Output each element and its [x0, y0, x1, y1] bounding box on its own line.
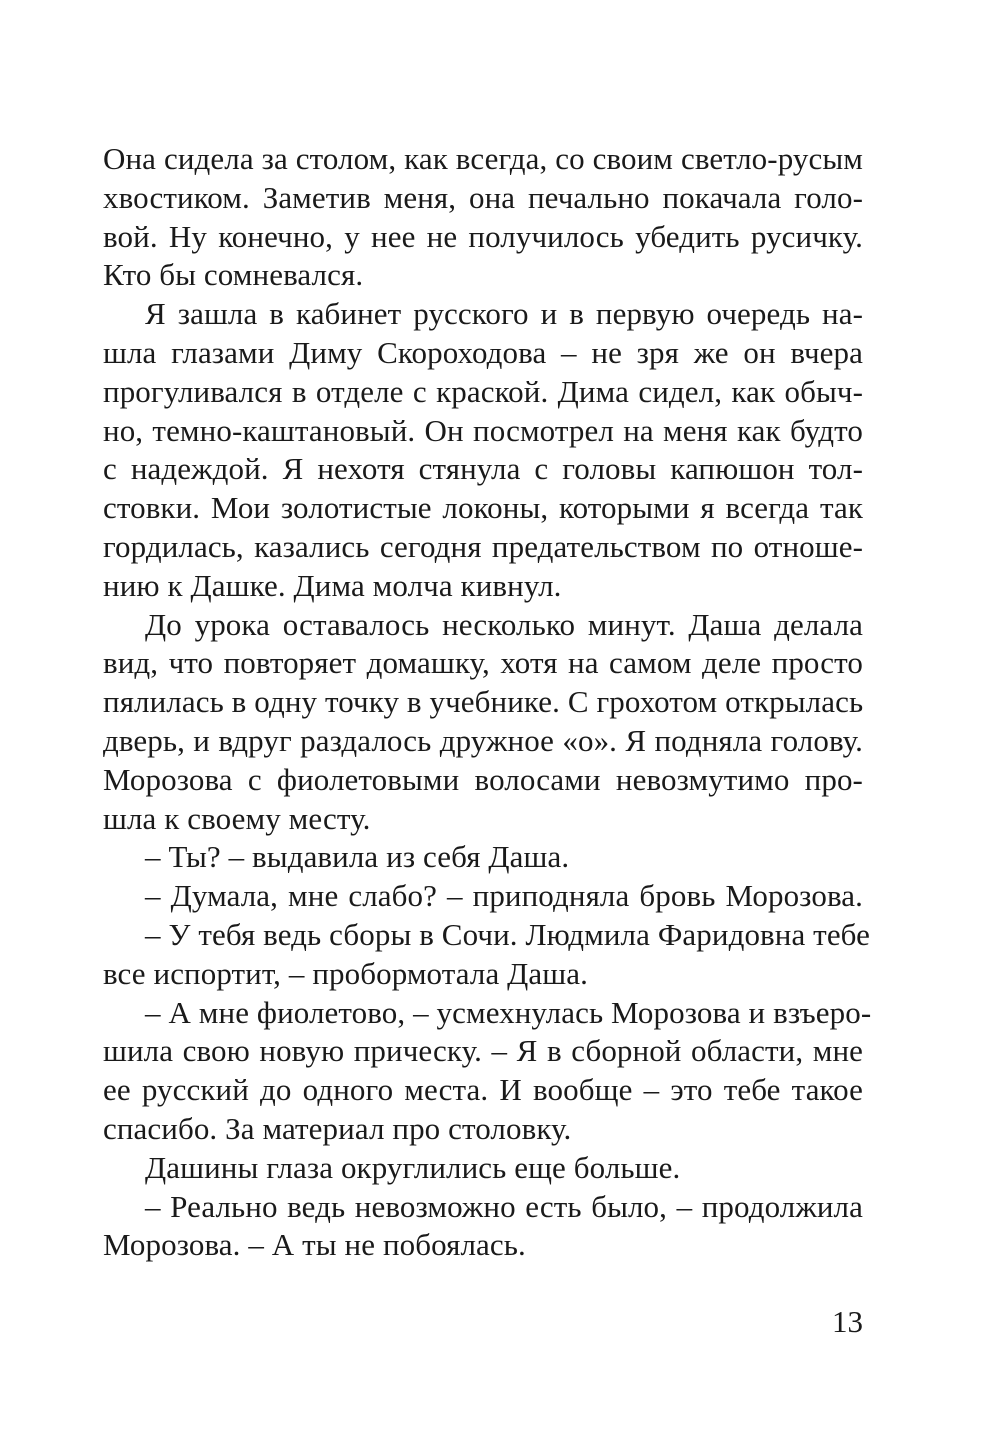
text-line: вой. Ну конечно, у нее не получилось убедить русичку. [103, 218, 863, 254]
text-line: – Ты? – выдавила из себя Даша. [145, 839, 570, 875]
text-line: пялилась в одну точку в учебнике. С грохотом открылась [103, 684, 864, 720]
text-line: шла к своему месту. [103, 800, 371, 836]
text-line: шила свою новую прическу. – Я в сборной области, мне [103, 1033, 863, 1069]
text-line: нию к Дашке. Дима молча кивнул. [103, 567, 562, 603]
text-line: Морозова с фиолетовыми волосами невозмутимо про- [103, 761, 863, 797]
paragraph [103, 877, 863, 916]
text-line: прогуливался в отделе с краской. Дима сидел, как обыч- [103, 373, 863, 409]
text-line: Она сидела за столом, как всегда, со своим светло-русым [103, 141, 863, 176]
paragraph [103, 1188, 863, 1266]
paragraph [103, 838, 863, 877]
page-number: 13 [832, 1304, 863, 1339]
paragraph [103, 994, 872, 1149]
paragraph [103, 1149, 863, 1188]
text-line: Кто бы сомневался. [103, 257, 364, 293]
text-line: но, темно-каштановый. Он посмотрел на меня как будто [103, 412, 863, 448]
text-line: стовки. Мои золотистые локоны, которыми я всегда так [103, 490, 863, 526]
text-line: – Реально ведь невозможно есть было, – продолжила [145, 1188, 863, 1224]
text-line: с надеждой. Я нехотя стянула с головы капюшон тол- [103, 451, 863, 487]
text-line: Я зашла в кабинет русского и в первую очередь на- [145, 296, 863, 332]
paragraph [103, 140, 863, 295]
paragraph [103, 295, 863, 605]
text-line: Дашины глаза округлились еще больше. [145, 1149, 681, 1185]
paragraph [103, 606, 863, 839]
text-line: ее русский до одного места. И вообще – это тебе такое [103, 1072, 863, 1108]
text-line: Морозова. – А ты не побоялась. [103, 1227, 526, 1263]
text-line: До урока оставалось несколько минут. Даша делала [145, 606, 863, 642]
text-line: вид, что повторяет домашку, хотя на самом деле просто [103, 645, 863, 681]
text-line: спасибо. За материал про столовку. [103, 1110, 572, 1146]
text-line: хвостиком. Заметив меня, она печально покачала голо- [103, 179, 863, 215]
text-line: – Думала, мне слабо? – приподняла бровь Морозова. [145, 878, 863, 914]
text-line: – А мне фиолетово, – усмехнулась Морозова и взъеро- [145, 994, 872, 1030]
text-line: все испортит, – пробормотала Даша. [103, 955, 588, 991]
text-line: – У тебя ведь сборы в Сочи. Людмила Фаридовна тебе [145, 916, 871, 952]
text-line: гордилась, казались сегодня предательством по отноше- [103, 528, 863, 564]
text-line: шла глазами Диму Скороходова – не зря же он вчера [103, 334, 863, 370]
body-text [103, 140, 872, 1265]
paragraph [103, 916, 871, 994]
text-line: дверь, и вдруг раздалось дружное «о». Я подняла голову. [103, 722, 863, 758]
